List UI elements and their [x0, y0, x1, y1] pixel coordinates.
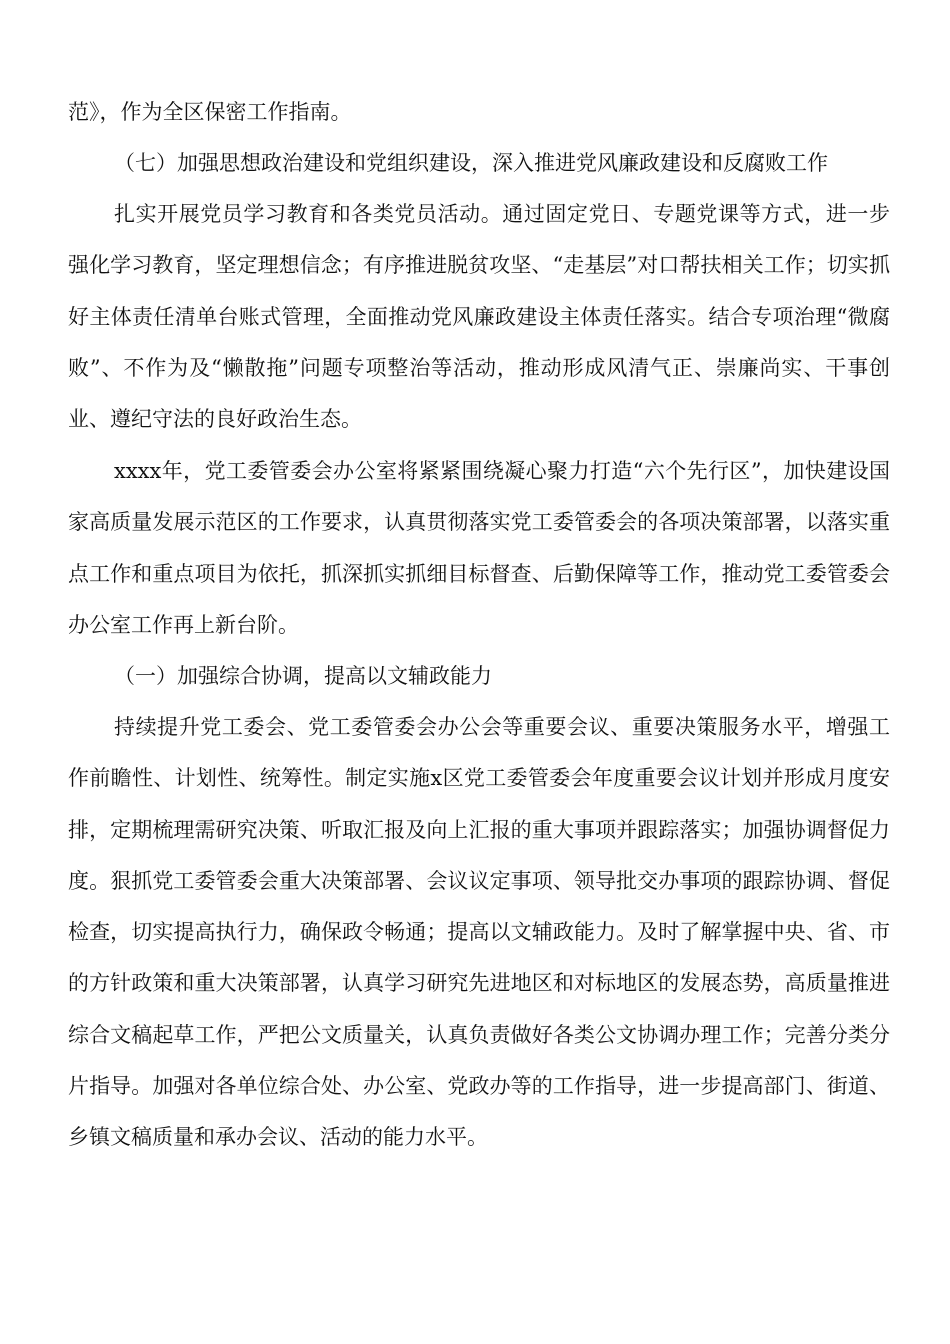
paragraph-yearly-plan: xxxx年，党工委管委会办公室将紧紧围绕凝心聚力打造“六个先行区”，加快建设国家高质量发展示范区的工作要求，认真贯彻落实党工委管委会的各项决策部署，以落实重点工作和重点项目为依托，抓深抓实抓细目标督查、后勤保障等工作，推动党工委管委会办公室工作再上新台阶。: [68, 459, 890, 637]
paragraph-coordination: 持续提升党工委会、党工委管委会办公会等重要会议、重要决策服务水平，增强工作前瞻性、计划性、统筹性。制定实施x区党工委管委会年度重要会议计划并形成月度安排，定期梳理需研究决策、听取汇报及向上汇报的重大事项并跟踪落实；加强协调督促力度。狠抓党工委管委会重大决策部署、会议议定事项、领导批交办事项的跟踪协调、督促检查，切实提高执行力，确保政令畅通；提高以文辅政能力。及时了解掌握中央、省、市的方针政策和重大决策部署，认真学习研究先进地区和对标地区的发展态势，高质量推进综合文稿起草工作，严把公文质量关，认真负责做好各类公文协调办理工作；完善分类分片指导。加强对各单位综合处、办公室、党政办等的工作指导，进一步提高部门、街道、乡镇文稿质量和承办会议、活动的能力水平。: [68, 715, 890, 1150]
paragraph-continuation: 范》，作为全区保密工作指南。: [68, 100, 352, 124]
section-heading-one: （一）加强综合协调，提高以文辅政能力: [114, 664, 492, 688]
paragraph-party-activities: 扎实开展党员学习教育和各类党员活动。通过固定党日、专题党课等方式，进一步强化学习教育，坚定理想信念；有序推进脱贫攻坚、“走基层”对口帮扶相关工作；切实抓好主体责任清单台账式管理，全面推动党风廉政建设主体责任落实。结合专项治理“微腐败”、不作为及“懒散拖”问题专项整治等活动，推动形成风清气正、崇廉尚实、干事创业、遵纪守法的良好政治生态。: [68, 202, 890, 432]
section-heading-seven: （七）加强思想政治建设和党组织建设，深入推进党风廉政建设和反腐败工作: [114, 151, 828, 175]
